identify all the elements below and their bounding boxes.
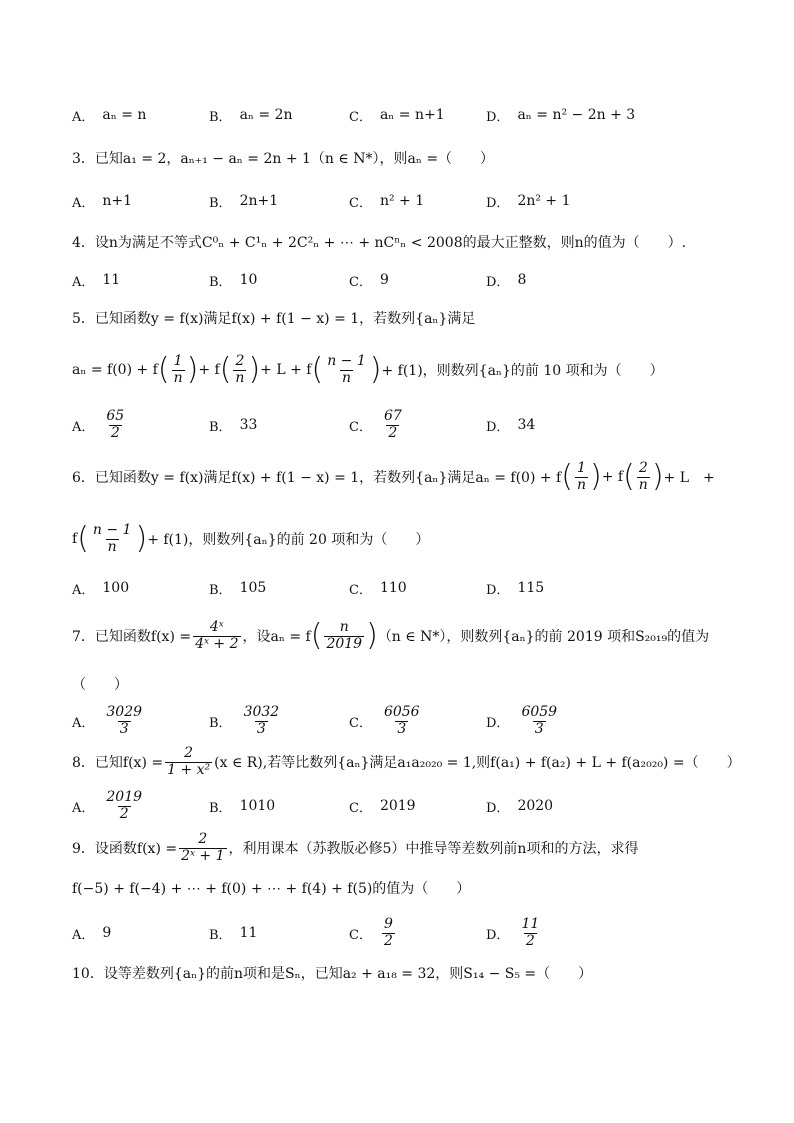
q3-option-d: D． 2n² + 1 [486,193,571,211]
q6-option-c: C． 110 [349,580,407,598]
q6-stem: 6．已知函数y = f(x)满足f(x) + f(1 − x) = 1，若数列{aₙ}满足aₙ = f(0) + f ( $\frac{1}{n}$ ) + f ( $\frac{2}{n}$ ) + L + [72,459,715,494]
q10-stem: 10．设等差数列{aₙ}的前n项和是Sₙ，已知a₂ + a₁₈ = 32，则S₁₄ − S₅ =（ ） [72,966,593,982]
q8-option-a: A． $\frac{2019}{2}$ [72,789,143,822]
q9-option-a: A． 9 [72,925,112,943]
q9-frac: $\frac{2}{\text{2ˣ + 1}}$ [181,831,225,864]
q8-option-c: C． 2019 [349,798,416,816]
q5-formula: aₙ = f(0) + f ( $\frac{1}{n}$ ) + f ( $\frac{2}{n}$ ) + L + f ( $\frac{n - 1}{n}$ ) + f(1)，则数列{aₙ}的前 10 项和为（ ） [72,352,664,387]
q4-option-b: B． 10 [209,272,258,290]
q9-stem: 9．设函数f(x) = $\frac{2}{\text{2ˣ + 1}}$ ，利用课本（苏教版必修5）中推导等差数列前n项和的方法，求得 [72,831,639,864]
q2-option-d: D． aₙ = n² − 2n + 3 [486,107,636,125]
q7-frac: $\frac{\text{4ˣ}}{\text{4ˣ + 2}}$ [195,619,239,652]
q2-option-c: C． aₙ = n+1 [349,107,445,125]
q7-options-row [72,699,754,743]
q5-option-d: D． 34 [486,417,536,435]
q5-options-row [72,403,754,447]
q3-options-row [72,181,754,221]
q4-options-row [72,260,754,300]
q8-stem: 8．已知f(x) = $\frac{2}{\text{1 + x²}}$ (x ∈ R),若等比数列{aₙ}满足a₁a₂₀₂₀ = 1,则f(a₁) + f(a₂) + L + f(a₂₀₂₀) =（ ） [72,745,741,778]
q7-option-b: B． $\frac{3032}{3}$ [209,704,280,737]
q9-option-c: C． $\frac{9}{2}$ [349,916,393,949]
q9-line2: f(−5) + f(−4) + ⋯ + f(0) + ⋯ + f(4) + f(5)的值为（ ） [72,881,471,897]
q9-options-row [72,911,754,955]
q7-option-d: D． $\frac{6059}{3}$ [486,704,558,737]
q6-option-a: A． 100 [72,580,130,598]
q8-frac: $\frac{2}{\text{1 + x²}}$ [167,745,211,778]
q2-option-a: A． aₙ = n [72,107,147,125]
q2-options-row [72,95,754,135]
q7-arg-frac: $\frac{n}{2019}$ [326,619,363,652]
q7-option-c: C． $\frac{6056}{3}$ [349,704,420,737]
q6-frac-3: $\frac{n - 1}{n}$ [92,522,132,555]
q6-option-b: B． 105 [209,580,267,598]
q5-stem: 5．已知函数y = f(x)满足f(x) + f(1 − x) = 1，若数列{aₙ}满足 [72,311,476,327]
q6-frac-1: $\frac{1}{n}$ [576,460,586,493]
q8-option-b: B． 1010 [209,798,276,816]
q3-option-a: A． n+1 [72,193,133,211]
q5-frac-3: $\frac{n - 1}{n}$ [327,353,366,386]
q9-option-b: B． 11 [209,925,258,943]
q8-options-row [72,784,754,828]
q9-option-d: D． $\frac{11}{2}$ [486,916,540,949]
q7-option-a: A． $\frac{3029}{3}$ [72,704,143,737]
q3-option-b: B． 2n+1 [209,193,279,211]
q6-option-d: D． 115 [486,580,545,598]
q5-frac-2: $\frac{2}{n}$ [235,353,245,386]
q4-stem: 4．设n为满足不等式C⁰ₙ + C¹ₙ + 2C²ₙ + ⋯ + nCⁿₙ < 2008的最大正整数，则n的值为（ ）. [72,235,687,251]
q5-frac-1: $\frac{1}{n}$ [173,353,183,386]
q5-option-b: B． 33 [209,417,258,435]
q6-options-row [72,568,754,608]
q7-paren: （ ） [72,677,128,693]
q7-stem: 7．已知函数f(x) = $\frac{\text{4ˣ}}{\text{4ˣ + 2}}$ ，设aₙ = f ( $\frac{n}{2019}$ ) （n ∈ N*），则数列{aₙ}的前 2019 项和S₂₀₁₉的值为 [72,618,710,653]
q4-option-d: D． 8 [486,272,527,290]
q3-stem: 3．已知a₁ = 2，aₙ₊₁ − aₙ = 2n + 1（n ∈ N*），则aₙ =（ ） [72,151,495,167]
q6-frac-2: $\frac{2}{n}$ [638,460,648,493]
q3-option-c: C． n² + 1 [349,193,425,211]
q5-option-c: C． $\frac{67}{2}$ [349,408,402,441]
q6-line2: f ( $\frac{n - 1}{n}$ ) + f(1)，则数列{aₙ}的前 20 项和为（ ） [72,521,430,556]
q8-option-d: D． 2020 [486,798,554,816]
q4-option-a: A． 11 [72,272,121,290]
q2-option-b: B． aₙ = 2n [209,107,293,125]
q5-option-a: A． $\frac{65}{2}$ [72,408,125,441]
q4-option-c: C． 9 [349,272,389,290]
